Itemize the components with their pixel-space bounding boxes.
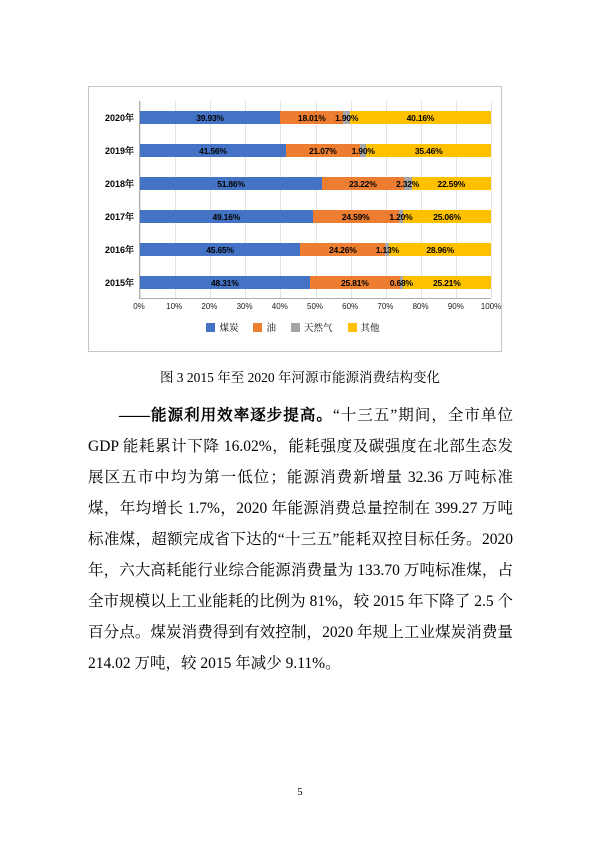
legend-swatch (291, 323, 300, 332)
bar-segment-1 (140, 276, 310, 289)
x-tick-label: 0% (133, 302, 145, 311)
figure-caption: 图 3 2015 年至 2020 年河源市能源消费结构变化 (159, 370, 441, 385)
x-tick-label: 60% (342, 302, 359, 311)
bar-segment-2 (300, 243, 385, 256)
legend-swatch (206, 323, 215, 332)
data-label: 41.56% (199, 145, 227, 156)
data-label: 18.01% (297, 112, 326, 123)
data-label: 21.07% (309, 145, 337, 156)
chart-gridline (491, 101, 492, 298)
chart-row (104, 167, 491, 200)
chart-row (104, 134, 491, 167)
data-label: 51.86% (217, 178, 245, 189)
legend-item (253, 320, 276, 334)
data-label: 1.90% (335, 112, 359, 123)
legend-label: 煤炭 (219, 323, 239, 334)
data-label: 25.06% (433, 211, 461, 222)
bar-segment-3 (375, 243, 399, 256)
x-tick-label: 50% (306, 302, 324, 311)
bar-segment-3 (335, 111, 359, 124)
legend-item (291, 320, 333, 334)
chart-rows (104, 101, 491, 298)
y-axis-label: 2015年 (104, 278, 134, 288)
bar-segment-2 (280, 111, 343, 124)
bar-segment-4 (350, 111, 491, 124)
bar-segment-2 (286, 144, 360, 157)
bar-segment-3 (396, 177, 420, 190)
data-label: 1.13% (375, 244, 399, 255)
bar-segment-1 (140, 111, 280, 124)
y-axis-label: 2016年 (104, 245, 134, 255)
data-label: 25.21% (432, 277, 461, 288)
chart-row (104, 200, 491, 233)
data-label: 39.93% (196, 112, 224, 123)
y-axis-label: 2018年 (104, 179, 134, 189)
bar-segment-1 (140, 210, 313, 223)
chart-row (104, 266, 491, 299)
bar-segment-2 (322, 177, 404, 190)
paragraph-body-text: “十三五”期间，全市单位 GDP 能耗累计下降 16.02%，能耗强度及碳强度在北部生态发展区五市中均为第一低位；能源消费新增量 32.36 万吨标准煤，年均增长 1.7%，2020 年能源消费总量控制在 399.27 万吨标准煤，超额完成省下达的“十三五”能耗双控目标任务。2020 年，六大高耗能行业综合能源消费量为 133.70 万吨标准煤，占全市规模以上工业能耗的比例为 81%，较 2015 年下降了 2.5 个百分点。煤炭消费得到有效控制，2020 年规上工业煤炭消费量 214.02 万吨，较 2015 年减少 9.11%。 (88, 407, 513, 672)
data-label: 23.22% (348, 178, 377, 189)
bar-segment-4 (389, 243, 491, 256)
legend-swatch (253, 323, 262, 332)
stacked-bar (140, 210, 491, 223)
x-tick-label: 20% (201, 302, 218, 311)
legend-label: 其他 (360, 323, 380, 334)
bar-segment-4 (412, 177, 491, 190)
paragraph-lead: ——能源利用效率逐步提高。 (119, 407, 333, 424)
chart-legend (95, 320, 491, 334)
legend-label: 天然气 (304, 323, 333, 334)
legend-item (206, 320, 238, 334)
stacked-bar (140, 177, 491, 190)
x-tick-label: 90% (447, 302, 464, 311)
legend-label: 油 (266, 323, 276, 334)
stacked-bar (140, 144, 491, 157)
body-paragraph (88, 400, 513, 679)
bar-segment-2 (310, 276, 401, 289)
data-label: 35.46% (414, 145, 443, 156)
x-tick-label: 80% (412, 302, 429, 311)
data-label: 40.16% (406, 112, 435, 123)
stacked-bar (140, 243, 491, 256)
energy-structure-chart (88, 86, 502, 352)
data-label: 24.59% (341, 211, 370, 222)
data-label: 2.32% (396, 178, 420, 189)
x-tick-label: 100% (480, 302, 502, 311)
data-label: 48.31% (210, 277, 239, 288)
data-label: 24.26% (328, 244, 357, 255)
page-number: 5 (297, 787, 303, 798)
bar-segment-1 (140, 144, 286, 157)
x-tick-label: 10% (166, 302, 183, 311)
x-tick-label: 70% (377, 302, 394, 311)
bar-segment-2 (313, 210, 399, 223)
bar-segment-3 (351, 144, 375, 157)
data-label: 28.96% (426, 244, 454, 255)
y-axis-label: 2017年 (104, 212, 134, 222)
x-tick-label: 40% (271, 302, 288, 311)
y-axis-label: 2020年 (104, 113, 134, 123)
data-label: 0.68% (389, 277, 413, 288)
bar-segment-3 (389, 276, 413, 289)
stacked-bar (140, 276, 491, 289)
bar-segment-1 (140, 177, 322, 190)
bar-segment-1 (140, 243, 300, 256)
legend-swatch (348, 323, 357, 332)
bar-segment-4 (366, 144, 490, 157)
y-axis-label: 2019年 (104, 146, 134, 156)
chart-x-axis (133, 299, 502, 315)
stacked-bar (140, 111, 491, 124)
bar-segment-4 (403, 210, 491, 223)
data-label: 25.81% (341, 277, 369, 288)
chart-row (104, 101, 491, 134)
chart-plot-area (104, 101, 491, 299)
chart-row (104, 233, 491, 266)
x-tick-label: 30% (236, 302, 253, 311)
legend-item (348, 320, 380, 334)
data-label: 1.90% (351, 145, 375, 156)
bar-segment-3 (389, 210, 413, 223)
data-label: 49.16% (212, 211, 241, 222)
data-label: 45.65% (206, 244, 234, 255)
data-label: 22.59% (437, 178, 466, 189)
data-label: 1.20% (389, 211, 413, 222)
bar-segment-4 (403, 276, 491, 289)
